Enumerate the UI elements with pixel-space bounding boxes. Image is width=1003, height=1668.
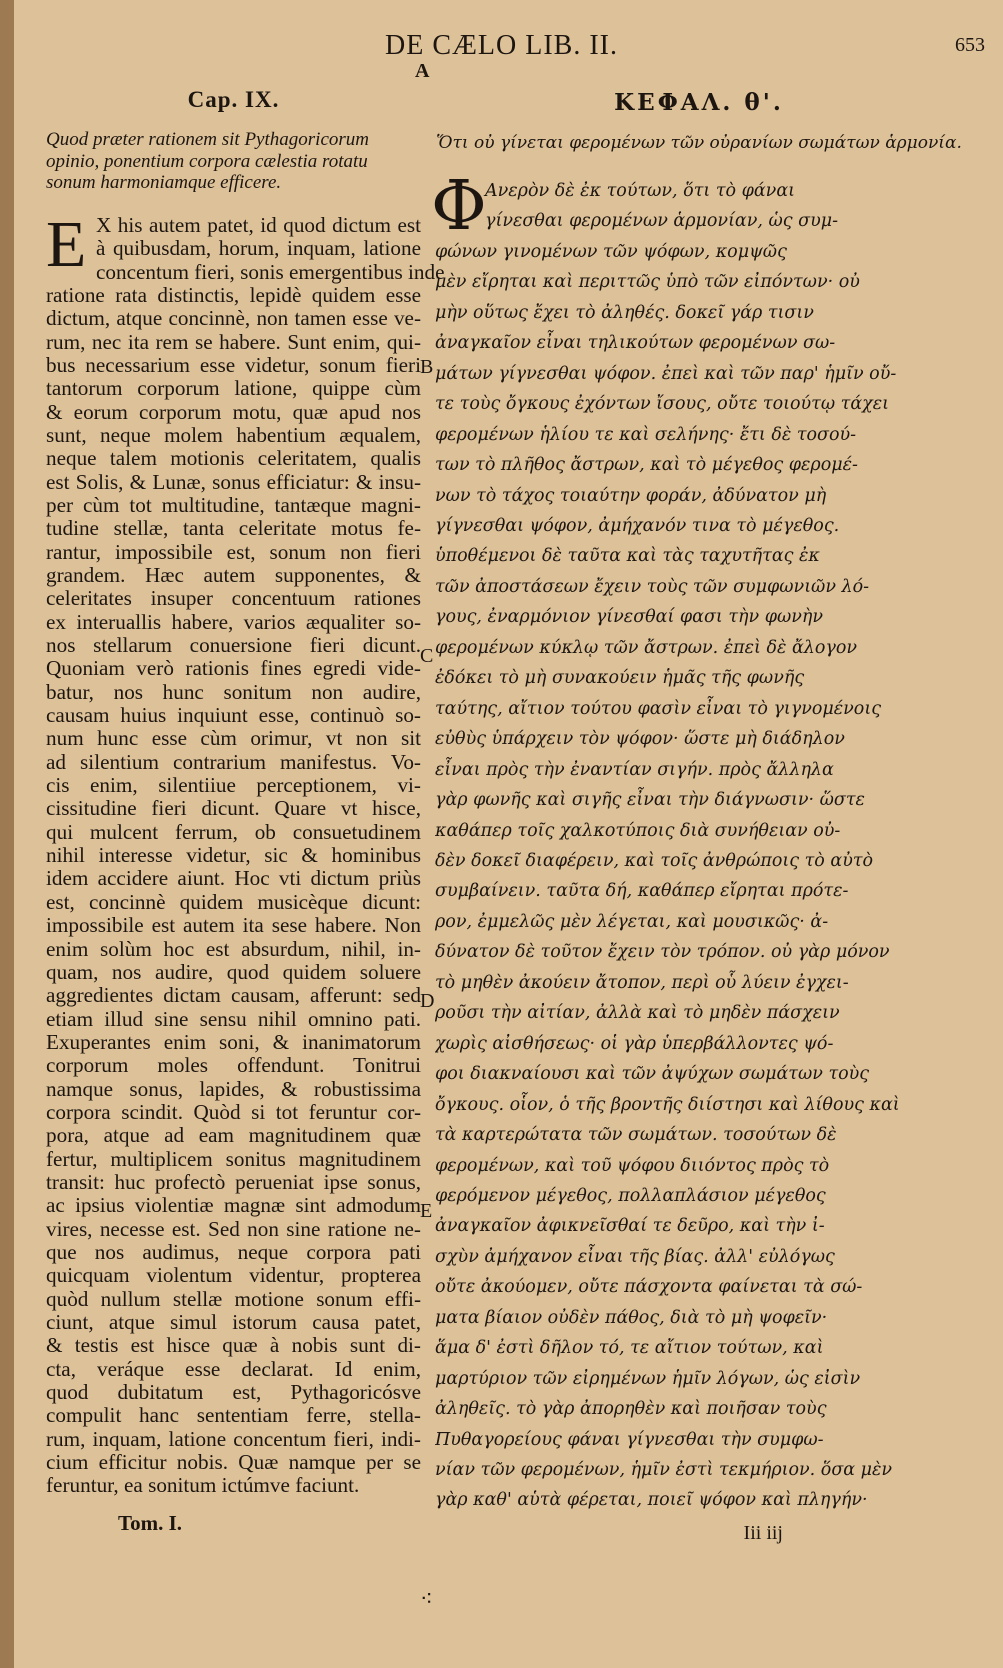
latin-line: corpora scindit. Quòd si tot feruntur cor-	[46, 1099, 421, 1124]
greek-line: φερομένων κύκλῳ τῶν ἄστρων. ἐπεὶ δὲ ἄλογον	[435, 637, 858, 658]
latin-line: ciunt, atque simul istorum causa patet,	[46, 1310, 421, 1334]
latin-chapter-heading: Cap. IX.	[187, 87, 280, 112]
greek-line: καθάπερ τοῖς χαλκοτύποις διὰ συνήθειαν οὐ-	[435, 820, 841, 841]
latin-line: est, concinnè quidem musicèque dicunt:	[46, 889, 421, 914]
latin-line: rum, inquam, latione concentum fieri, indi-	[46, 1426, 421, 1451]
greek-line: φοι διακναίουσι καὶ τῶν ἀψύχων σωμάτων τοὺς	[435, 1064, 870, 1085]
margin-letter-d: D	[420, 990, 435, 1012]
latin-drop-cap: E	[46, 207, 87, 281]
latin-line: idem accidere aiunt. Hoc vti dictum priùs	[46, 866, 421, 891]
greek-line: δύνατον δὲ τοῦτον ἔχειν τὸν τρόπον. οὐ γὰρ μόνον	[435, 942, 890, 963]
latin-line: cta, veráque esse declarat. Id enim,	[46, 1356, 421, 1381]
latin-line: quòd nullum stellæ motione sonum effi-	[46, 1286, 421, 1311]
greek-line: ματα βίαιον οὐδὲν πάθος, διὰ τὸ μὴ ψοφεῖν·	[435, 1307, 828, 1328]
margin-letter-b: B	[420, 356, 434, 378]
latin-line: neque talem motionis celeritatem, qualis	[46, 446, 421, 471]
latin-line: ratione rata distinctis, lepidè quidem esse	[46, 282, 421, 307]
latin-line: à quibusdam, horum, inquam, latione	[96, 236, 421, 261]
running-head: DE CÆLO LIB. II.	[385, 30, 618, 61]
latin-line: est Solis, & Lunæ, sonus efficiatur: & insu-	[46, 469, 421, 494]
greek-line: ταύτης, αἴτιον τούτου φασὶν εἶναι τὸ γιγνομένοις	[435, 698, 882, 719]
latin-line: transit: huc profectò perueniat ipse sonus,	[46, 1169, 421, 1194]
greek-line: δὲν δοκεῖ διαφέρειν, καὶ τοῖς ἀνθρώποις τὸ αὐτὸ	[435, 850, 874, 871]
latin-line: rantur, impossibile est, sonum non fieri	[46, 539, 421, 564]
greek-line: Ανερὸν δὲ ἐκ τούτων, ὅτι τὸ φάναι	[485, 181, 795, 201]
latin-line: dictum, atque concinnè, non tamen esse ve-	[46, 306, 421, 331]
greek-line: μαρτύριον τῶν εἰρημένων ἡμῖν λόγων, ὡς εἰσὶν	[435, 1368, 861, 1389]
latin-line: grandem. Hæc autem supponentes, &	[46, 563, 421, 587]
greek-line: φώνων γινομένων τῶν ψόφων, κομψῶς	[435, 241, 787, 262]
latin-line: Quoniam verò rationis fines egredi vide-	[46, 656, 421, 681]
latin-line: feruntur, ea sonitum ictúmve faciunt.	[46, 1473, 360, 1498]
latin-line: quicquam violentum videntur, propterea	[46, 1263, 421, 1288]
greek-line: ἀναγκαῖον εἶναι τηλικούτων φερομένων σω-	[435, 333, 836, 354]
tome-marker: Tom. I.	[118, 1510, 182, 1535]
greek-line: γὰρ καθ' αὑτὰ φέρεται, ποιεῖ ψόφον καὶ πληγήν·	[435, 1490, 868, 1511]
greek-line: τῶν ἀποστάσεων ἔχειν τοὺς τῶν συμφωνιῶν λό-	[435, 576, 870, 597]
page-edge-shadow	[0, 0, 14, 1668]
greek-column	[431, 88, 963, 1548]
latin-line: rum, nec ita rem se habere. Sunt enim, qui-	[46, 329, 421, 354]
latin-line: per cùm tot multitudine, tantæque magni-	[46, 492, 421, 517]
greek-line: φερομένων ἡλίου τε καὶ σελήνης· ἔτι δὲ τοσού-	[435, 424, 857, 445]
latin-line: sunt, neque molem habentium æqualem,	[46, 422, 421, 447]
greek-line: ροῦσι τὴν αἰτίαν, ἀλλὰ καὶ τὸ μηδὲν πάσχειν	[435, 1003, 840, 1024]
latin-line: ex interuallis habere, varios æqualiter so-	[46, 609, 421, 634]
latin-line: Exuperantes enim soni, & inanimatorum	[46, 1029, 421, 1054]
greek-body	[431, 167, 963, 1516]
latin-column	[46, 87, 445, 1535]
greek-line: ἐδόκει τὸ μὴ συνακούειν ἡμᾶς τῆς φωνῆς	[435, 668, 805, 689]
greek-line: μὲν εἴρηται καὶ περιττῶς ὑπὸ τῶν εἰπόντων· οὐ	[435, 272, 860, 293]
latin-line: bus necessarium esse videtur, sonum fieri	[46, 352, 421, 377]
latin-line: ad silentium contrarium manifestus. Vo-	[46, 749, 421, 774]
page-number: 653	[955, 34, 985, 56]
greek-line: νων τὸ τάχος τοιαύτην φοράν, ἀδύνατον μὴ	[435, 485, 827, 506]
latin-line: tudine stellæ, tanta celeritate motus fe-	[46, 516, 421, 541]
latin-chapter-summary: Quod præter rationem sit Pythagoricorum opinio, ponentium corpora cælestia rotatu sonum harmoniamque efficere.	[46, 129, 369, 194]
latin-line: batur, nos hunc sonitum non audire,	[46, 679, 421, 704]
greek-line: φερομένων, καὶ τοῦ ψόφου διιόντος πρὸς τὸ	[435, 1155, 830, 1176]
latin-line: enim solùm hoc est absurdum, nihil, in-	[46, 936, 421, 961]
latin-line: cissitudine fieri dicunt. Quare vt hisce,	[46, 796, 421, 821]
greek-line: γίνεσθαι φερομένων ἁρμονίαν, ὡς συμ-	[485, 211, 839, 232]
greek-line: ἀληθεῖς. τὸ γὰρ ἀπορηθὲν καὶ ποιῆσαν τοὺς	[435, 1399, 827, 1420]
latin-line: quam, nos audire, quod quidem soluere	[46, 959, 421, 984]
greek-line: συμβαίνειν. ταῦτα δή, καθάπερ εἴρηται πρότε-	[435, 881, 849, 902]
latin-line: impossibile est autem ita sese habere. Non	[46, 913, 421, 938]
greek-line: εἶναι πρὸς τὴν ἐναντίαν σιγήν. πρὸς ἄλληλα	[435, 759, 834, 780]
latin-line: fertur, multiplicem sonitus magnitudinem	[46, 1146, 421, 1171]
greek-chapter-summary: Ὅτι οὐ γίνεται φερομένων τῶν οὐρανίων σωμάτων ἁρμονία.	[436, 133, 962, 153]
latin-line: que nos audimus, neque corpora pati	[46, 1239, 421, 1264]
latin-line: quod dubitatum est, Pythagoricósve	[46, 1380, 421, 1405]
latin-line: causam huius inquiunt esse, continuò so-	[46, 703, 421, 728]
greek-line: γίγνεσθαι ψόφον, ἀμήχανόν τινα τὸ μέγεθος.	[435, 515, 840, 536]
greek-line: ὄγκους. οἷον, ὁ τῆς βροντῆς διίστησι καὶ λίθους καὶ	[435, 1094, 900, 1115]
margin-letter-c: C	[420, 645, 434, 667]
greek-line: ἀναγκαῖον ἀφικνεῖσθαί τε δεῦρο, καὶ τὴν ἰ-	[435, 1216, 825, 1237]
greek-line: γὰρ φωνῆς καὶ σιγῆς εἶναι τὴν διάγνωσιν· ὥστε	[435, 790, 865, 811]
greek-line: τε τοὺς ὄγκους ἐχόντων ἴσους, οὔτε τοιούτῳ τάχει	[435, 394, 890, 415]
latin-line: X his autem patet, id quod dictum est	[96, 212, 421, 237]
greek-text	[435, 176, 963, 1516]
latin-line: namque sonus, lapides, & robustissima	[46, 1076, 421, 1101]
greek-line: μάτων γίγνεσθαι ψόφον. ἐπεὶ καὶ τῶν παρ' ἡμῖν οὔ-	[435, 363, 897, 384]
greek-line: εὐθὺς ὑπάρχειν τὸν ψόφον· ὥστε μὴ διάδηλον	[435, 729, 845, 750]
latin-body	[46, 207, 445, 1498]
greek-line: ρον, ἐμμελῶς μὲν λέγεται, καὶ μουσικῶς· ἀ-	[435, 911, 829, 932]
latin-line: & eorum corporum motu, quæ apud nos	[46, 399, 421, 424]
latin-line: ac ipsius violentiæ magnæ sint admodum	[46, 1193, 421, 1218]
latin-line: etiam illud sine sensu nihil omnino pati.	[46, 1006, 421, 1031]
latin-line: vires, necesse est. Sed non sine ratione ne-	[46, 1216, 421, 1241]
latin-line: celeritates insuper concentuum rationes	[46, 586, 421, 611]
greek-line: χωρὶς αἰσθήσεως· οἱ γὰρ ὑπερβάλλοντες ψό-	[435, 1033, 834, 1054]
greek-line: των τὸ πλῆθος ἄστρων, καὶ τὸ μέγεθος φερομέ-	[435, 455, 858, 476]
latin-text	[46, 207, 445, 1498]
greek-line: γους, ἐναρμόνιον γίνεσθαί φασι τὴν φωνὴν	[435, 607, 824, 628]
signature-mark: A	[415, 60, 430, 82]
latin-line: aggredientes dictam causam, afferunt: sed	[46, 983, 421, 1008]
margin-letter-e: E	[420, 1200, 433, 1222]
ornament-mark: ⁖	[420, 1587, 433, 1612]
latin-line: cium efficitur nobis. Quæ namque per se	[46, 1450, 421, 1475]
greek-line: μὴν οὕτως ἔχει τὸ ἀληθές. δοκεῖ γάρ τισιν	[435, 302, 814, 323]
gathering-signature: Iii iij	[743, 1521, 783, 1544]
latin-line: nos stellarum conuersione fieri dicunt.	[46, 633, 421, 658]
latin-line: num hunc esse cùm orimur, vt non sit	[46, 726, 421, 751]
greek-line: σχὺν ἀμήχανον εἶναι τῆς βίας. ἀλλ' εὐλόγως	[435, 1246, 835, 1267]
latin-line: corporum moles offendunt. Tonitrui	[46, 1053, 421, 1078]
greek-line: ἅμα δ' ἐστὶ δῆλον τό, τε αἴτιον τούτων, καὶ	[435, 1338, 824, 1359]
latin-line: compulit hanc sententiam ferre, stella-	[46, 1403, 421, 1428]
greek-line: οὔτε ἀκούομεν, οὔτε πάσχοντα φαίνεται τὰ σώ-	[435, 1277, 863, 1298]
greek-line: νίαν τῶν φερομένων, ἡμῖν ἐστὶ τεκμήριον. ὅσα μὲν	[435, 1460, 893, 1481]
latin-line: qui mulcent ferrum, ob consuetudinem	[46, 819, 421, 844]
latin-line: & testis est hisce quæ à nobis sunt di-	[46, 1333, 421, 1358]
latin-line: nihil interesse videtur, sic & hominibus	[46, 843, 421, 868]
greek-line: τὸ μηθὲν ἀκούειν ἄτοπον, περὶ οὗ λύειν ἐγχει-	[435, 972, 849, 993]
greek-line: ὑποθέμενοι δὲ ταῦτα καὶ τὰς ταχυτῆτας ἐκ	[435, 546, 820, 567]
latin-line: cis enim, silentiiue perceptionem, vi-	[46, 773, 421, 798]
greek-line: Πυθαγορείους φάναι γίγνεσθαι τὴν συμφω-	[435, 1429, 824, 1450]
latin-line: tantorum corporum latione, quippe cùm	[46, 376, 421, 401]
latin-line: pora, atque ad eam magnitudinem quæ	[46, 1123, 421, 1148]
greek-line: τὰ καρτερώτατα τῶν σωμάτων. τοσούτων δὲ	[435, 1125, 837, 1146]
greek-chapter-heading: ΚΕΦΑΛ. θ'.	[614, 89, 784, 116]
greek-drop-cap: Φ	[431, 167, 487, 246]
greek-line: φερόμενον μέγεθος, πολλαπλάσιον μέγεθος	[435, 1185, 826, 1206]
latin-line: concentum fieri, sonis emergentibus inde	[96, 259, 445, 284]
